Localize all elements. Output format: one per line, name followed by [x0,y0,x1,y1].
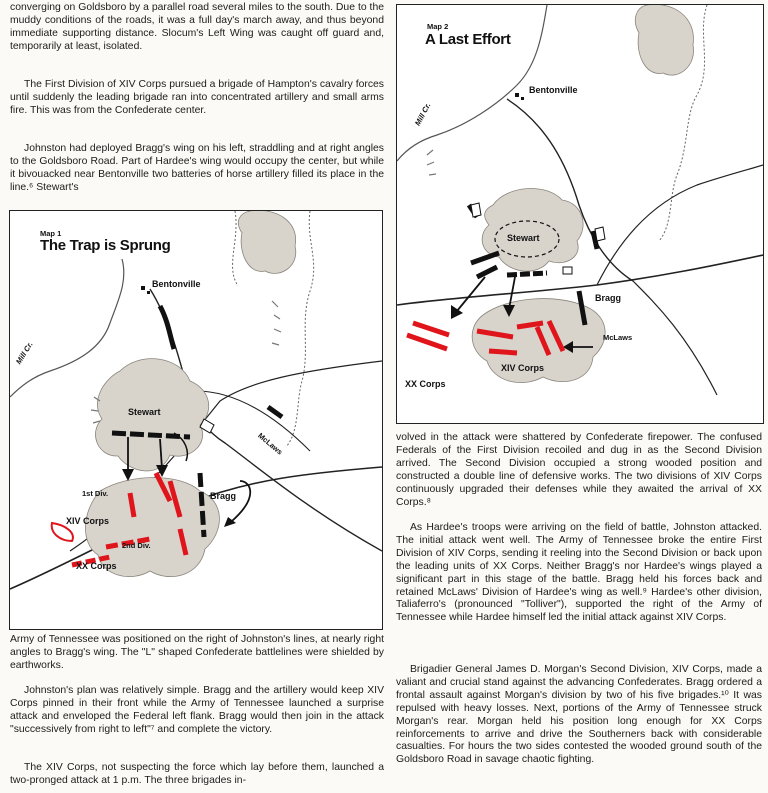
map-2-confed-line-1 [471,253,499,263]
map-2-town-marker [515,93,519,97]
map-1-confed-line-north [160,306,174,349]
map-1-title: The Trap is Sprung [40,237,171,254]
map-2-unit-marker [563,267,572,274]
map-2-woods-north [635,5,693,75]
map-1-label-mclaws: McLaws [256,431,285,457]
map-2-mill-creek [397,5,547,161]
map-1-label-first-div: 1st Div. [82,489,109,498]
map-1-creek-north [233,211,238,286]
map-1-label-xx-corps: XX Corps [76,561,117,571]
map-1-mill-creek [10,259,124,397]
paragraph-left-6: The XIV Corps, not suspecting the force which lay before them, launched a two-pronged attack at 1 p.m. The three brigades in- [10,762,384,786]
map-2-town-marker-2 [521,97,524,100]
map-2-confed-line-2 [477,267,497,277]
paragraph-left-3: Johnston had deployed Bragg's wing on his left, straddling and at right angles to the Goldsboro Road. Part of Hardee's wing would occupy the center, but while it bivouacked near Bentonville two batteries of horse artillery filled its place in the line.⁶ Stewart's [10,143,384,193]
map-2-woods-stewart [482,189,583,272]
map-1-label-second-div: 2nd Div. [122,541,151,550]
map-2-title: A Last Effort [425,31,511,48]
map-2-label-bentonville: Bentonville [529,85,578,95]
paragraph-left-5: Johnston's plan was relatively simple. Bragg and the artillery would keep XIV Corps pinned in their front while the Army of Tennessee launched a surprise attack and enveloped the Federal left flank. Bragg would then join in the attack "successively from right to left"⁷ and complete the victory. [10,685,384,735]
map-1-trap-is-sprung [9,210,383,630]
map-1-confed-line-mclaws [268,407,282,417]
map-2-unit-flag-2 [595,227,605,241]
map-2-drawing [397,5,763,423]
map-2-label-xx-corps: XX Corps [405,379,446,389]
paragraph-left-4: Army of Tennessee was positioned on the right of Johnston's lines, at nearly right angles to Bragg's wing. The "L" shaped Confederate battlelines were shielded by earthworks. [10,634,384,671]
paragraph-right-1: volved in the attack were shattered by Confederate firepower. The confused Federals of the First Division recoiled and dug in as the Second Division arrived. The Second Division occupied a strong wooded position and constructed a double line of defensive works. The two divisions of XIV Corps continuously upgraded their defenses while they awaited the arrival of XX Corps.⁸ [396,432,762,508]
map-2-union-line-1 [413,323,449,335]
map-1-number: Map 1 [40,229,62,238]
map-1-label-bragg: Bragg [210,491,237,501]
map-2-union-line-7 [489,351,517,353]
map-2-number: Map 2 [427,22,449,31]
paragraph-right-3: Brigadier General James D. Morgan's Second Division, XIV Corps, made a valiant and crucial stand against the advancing Confederates. Bragg ordered a frontal assault against Morgan's division by two of his five brigades.¹⁰ It was repulsed with heavy losses. Next, portions of the Army of Tennessee struck Morgan's rear. Morgan held his position long enough for XX Corps reinforcements to arrive and drive the Southerners back with considerable casualties. For hours the two sides contested the wooded ground south of the Goldsboro Road in savage chaotic fighting. [396,664,762,766]
map-2-label-mclaws: McLaws [603,333,633,342]
map-2-arrow-1 [457,277,485,311]
map-1-label-xiv-corps: XIV Corps [66,516,110,526]
map-1-drawing [10,211,382,629]
map-2-road-east [597,165,763,285]
map-2-label-mill-creek: Mill Cr. [413,101,433,128]
map-2-unit-flag-1 [471,203,481,217]
map-2-hill-hachures [427,150,436,175]
map-2-label-stewart: Stewart [507,233,540,243]
paragraph-left-1: converging on Goldsboro by a parallel road several miles to the south. Due to the muddy conditions of the roads, it was a full day's march away, and thus beyond immediate supporting distance. Slocum's Left Wing was caught off guard and, temporarily at least, isolated. [10,2,384,52]
map-2-road-south [633,281,717,395]
map-1-town-marker [141,286,145,290]
map-2-last-effort [396,4,764,424]
map-1-label-bentonville: Bentonville [152,279,201,289]
map-2-label-bragg: Bragg [595,293,622,303]
map-1-hill-hachures [272,301,281,345]
map-2-label-xiv-corps: XIV Corps [501,363,545,373]
map-1-woods-north [238,211,295,273]
map-1-town-marker-2 [147,291,150,294]
paragraph-right-2: As Hardee's troops were arriving on the field of battle, Johnston attacked. The initial attack went well. The Army of Tennessee broke the entire First Division of XIV Corps, sending it reeling into the Second Division or back upon the leading units of XX Corps. Neither Bragg's nor Hardee's wings played a significant part in this stage of the battle. Bragg held his forces back and retained McLaws' Division of Hardee's wing as well.⁹ Hardee's other division, Taliaferro's (pronounced "Tolliver"), supported the right of the Army of Tennessee while Hardee himself led the initial attack against XIV Corps. [396,522,762,624]
map-1-label-mill-creek: Mill Cr. [14,340,35,366]
map-2-confed-line-3 [507,273,547,275]
map-1-label-stewart: Stewart [128,407,161,417]
paragraph-left-2: The First Division of XIV Corps pursued a brigade of Hampton's cavalry forces until suddenly the leading brigade ran into concentrated artillery and small arms fire. This was from the Confederate center. [10,79,384,116]
map-2-union-line-2 [407,335,447,349]
